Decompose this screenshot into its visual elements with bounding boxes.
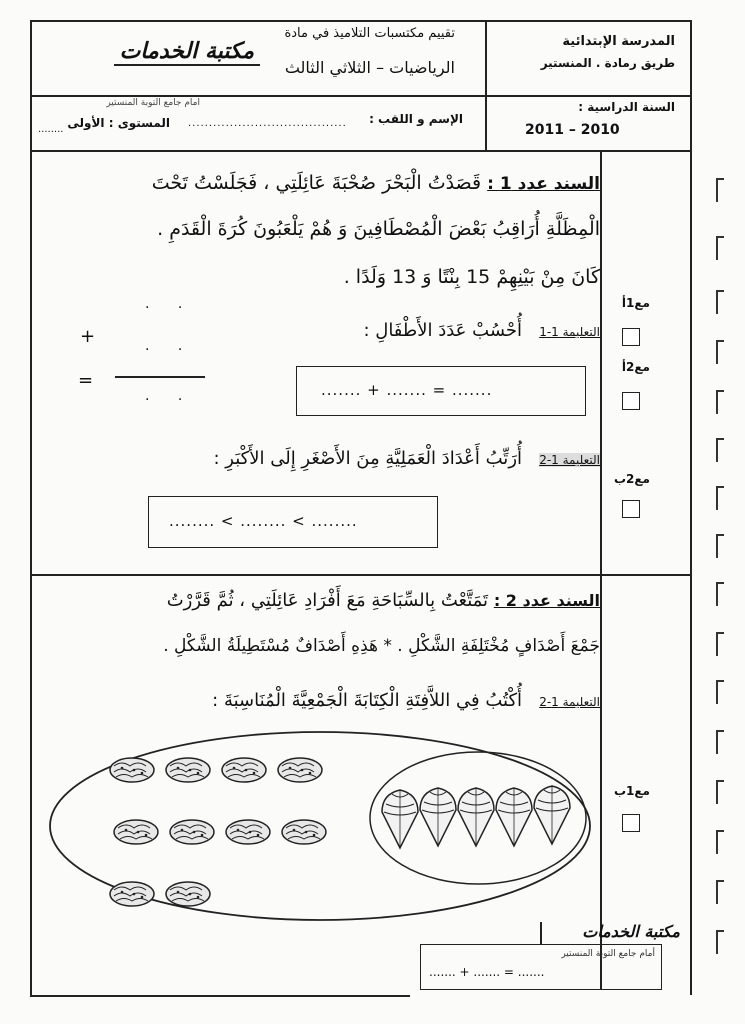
section1-line3: كَانَ مِنْ بَيْنِهِمْ 15 بِنْتًا وَ 13 وَلَدًا .: [343, 266, 600, 288]
oblong-shell: [166, 758, 210, 782]
school-year: 2011 – 2010: [525, 122, 620, 138]
task1-label: التعليمة 1-1: [539, 325, 600, 339]
binding-mark: [716, 780, 724, 804]
oblong-shell: [110, 882, 154, 906]
calc-equals-sign: =: [78, 370, 94, 391]
criteria-1b-label: مع1ب: [613, 784, 650, 798]
criteria-1a-label: مع1أ: [621, 296, 650, 310]
oblong-shell: [170, 820, 214, 844]
level-field[interactable]: ........: [38, 124, 64, 135]
oblong-shell: [278, 758, 322, 782]
page-top-border: [30, 20, 690, 22]
binding-mark: [716, 290, 724, 314]
subject-title: الرياضيات – الثلاثي الثالث: [284, 58, 455, 77]
oblong-shell: [114, 820, 158, 844]
shells-illustration: [40, 722, 600, 932]
binding-mark: [716, 178, 724, 202]
library-address: امام جامع التوبة المنستير: [106, 98, 200, 108]
eval-title: تقييم مكتسبات التلاميذ في مادة: [284, 26, 455, 41]
binding-mark: [716, 236, 724, 260]
footer-library-stamp: مكتبة الخدمات: [582, 922, 680, 941]
criteria-column-divider: [600, 150, 602, 990]
section1-label: السند عدد 1 :: [487, 174, 600, 194]
task2-answer-box[interactable]: [148, 496, 438, 548]
calc-dots-row3: . .: [145, 388, 195, 404]
cone-shell: [458, 788, 494, 846]
task1-text: أُحْسُبْ عَدَدَ الأَطْفَالِ :: [363, 320, 523, 341]
binding-mark: [716, 534, 724, 558]
binding-mark: [716, 930, 724, 954]
section2-task-row: [40, 690, 600, 711]
oblong-shell: [282, 820, 326, 844]
section1-line1: قَصَدْتُ الْبَحْرَ صُحْبَةَ عَائِلَتِي ، فَجَلَسْتُ تَحْتَ: [151, 172, 482, 194]
section-separator: [30, 574, 690, 576]
criteria-2a-label: مع2أ: [621, 360, 650, 374]
sign-post: [540, 922, 542, 944]
section2-line1: تَمَتَّعْتُ بِالسِّبَاحَةِ مَعَ أَفْرَادِ عَائِلَتِي ، ثُمَّ قَرَّرْتُ: [166, 590, 489, 611]
school-road: طريق رمادة . المنستير: [540, 56, 675, 70]
section2-text: [40, 590, 600, 611]
library-stamp: مكتبة الخدمات: [114, 38, 260, 66]
name-label: الإسم و اللقب :: [369, 112, 463, 126]
school-name: المدرسة الإبتدائية: [562, 34, 675, 49]
oblong-shell: [110, 758, 154, 782]
binding-mark: [716, 390, 724, 414]
binding-mark: [716, 830, 724, 854]
criteria-1b-checkbox[interactable]: [622, 814, 640, 832]
binding-mark: [716, 730, 724, 754]
section2-task-text: أُكْتُبُ فِي اللاَّفِتَةِ الْكِتَابَةَ الْجَمْعِيَّةَ الْمُنَاسِبَةَ :: [212, 690, 523, 711]
section1-line2: الْمِظَلَّةِ أُرَاقِبُ بَعْضَ الْمُصْطَافِينَ وَ هُمْ يَلْعَبُونَ كُرَةَ الْقَدَمِ .: [157, 218, 600, 240]
header-divider-vertical: [485, 20, 487, 150]
calc-plus-sign: +: [80, 326, 96, 347]
page-right-border: [690, 20, 692, 995]
section1-text: [40, 166, 600, 201]
binding-mark: [716, 880, 724, 904]
criteria-2a-checkbox[interactable]: [622, 392, 640, 410]
binding-mark: [716, 486, 724, 510]
page-bottom-border: [30, 995, 410, 997]
cone-shell: [420, 788, 456, 846]
calc-dots-row2: . .: [145, 338, 195, 354]
section2-label: السند عدد 2 :: [493, 591, 600, 610]
school-year-label: السنة الدراسية :: [578, 100, 675, 114]
criteria-1a-checkbox[interactable]: [622, 328, 640, 346]
oblong-shell: [226, 820, 270, 844]
sign-board[interactable]: [420, 944, 662, 990]
binding-mark: [716, 680, 724, 704]
footer-library-address: أمام جامع التوبة المنستير: [561, 949, 655, 959]
sign-answer-line[interactable]: ....... + ....... = .......: [429, 965, 545, 979]
header-divider-bottom: [30, 150, 690, 152]
level-label: المستوى : الأولى: [67, 116, 170, 130]
task2-row: [40, 448, 600, 469]
section2-line2: جَمْعَ أَصْدَافٍ مُخْتَلِفَةِ الشَّكْلِ . * هَذِهِ أَصْدَافٌ مُسْتَطِيلَةُ الشَّكْلِ .: [163, 636, 600, 656]
binding-mark: [716, 340, 724, 364]
section2-task-label: التعليمة 1-2: [539, 695, 600, 709]
cone-shell: [382, 790, 418, 848]
task2-text: أُرَتِّبُ أَعْدَادَ الْعَمَلِيَّةِ مِنَ الأَصْغَرِ إِلَى الأَكْبَرِ :: [213, 448, 523, 469]
binding-mark: [716, 438, 724, 462]
criteria-2b-checkbox[interactable]: [622, 500, 640, 518]
task1-answer-line[interactable]: ....... + ....... = .......: [321, 381, 493, 399]
task1-answer-box[interactable]: [296, 366, 586, 416]
name-field[interactable]: ......................................: [188, 118, 347, 129]
binding-mark: [716, 582, 724, 606]
criteria-2b-label: مع2ب: [613, 472, 650, 486]
page-left-border: [30, 20, 32, 995]
oblong-shell: [166, 882, 210, 906]
calc-result-line: [115, 376, 205, 378]
binding-mark: [716, 632, 724, 656]
task2-label: التعليمة 1-2: [539, 453, 600, 467]
oblong-shell: [222, 758, 266, 782]
header-divider-mid: [30, 95, 690, 97]
calc-dots-row1: . .: [145, 296, 195, 312]
cone-shell: [534, 786, 570, 844]
cone-shell: [496, 788, 532, 846]
task2-answer-line[interactable]: ........ < ........ < ........: [169, 512, 358, 530]
